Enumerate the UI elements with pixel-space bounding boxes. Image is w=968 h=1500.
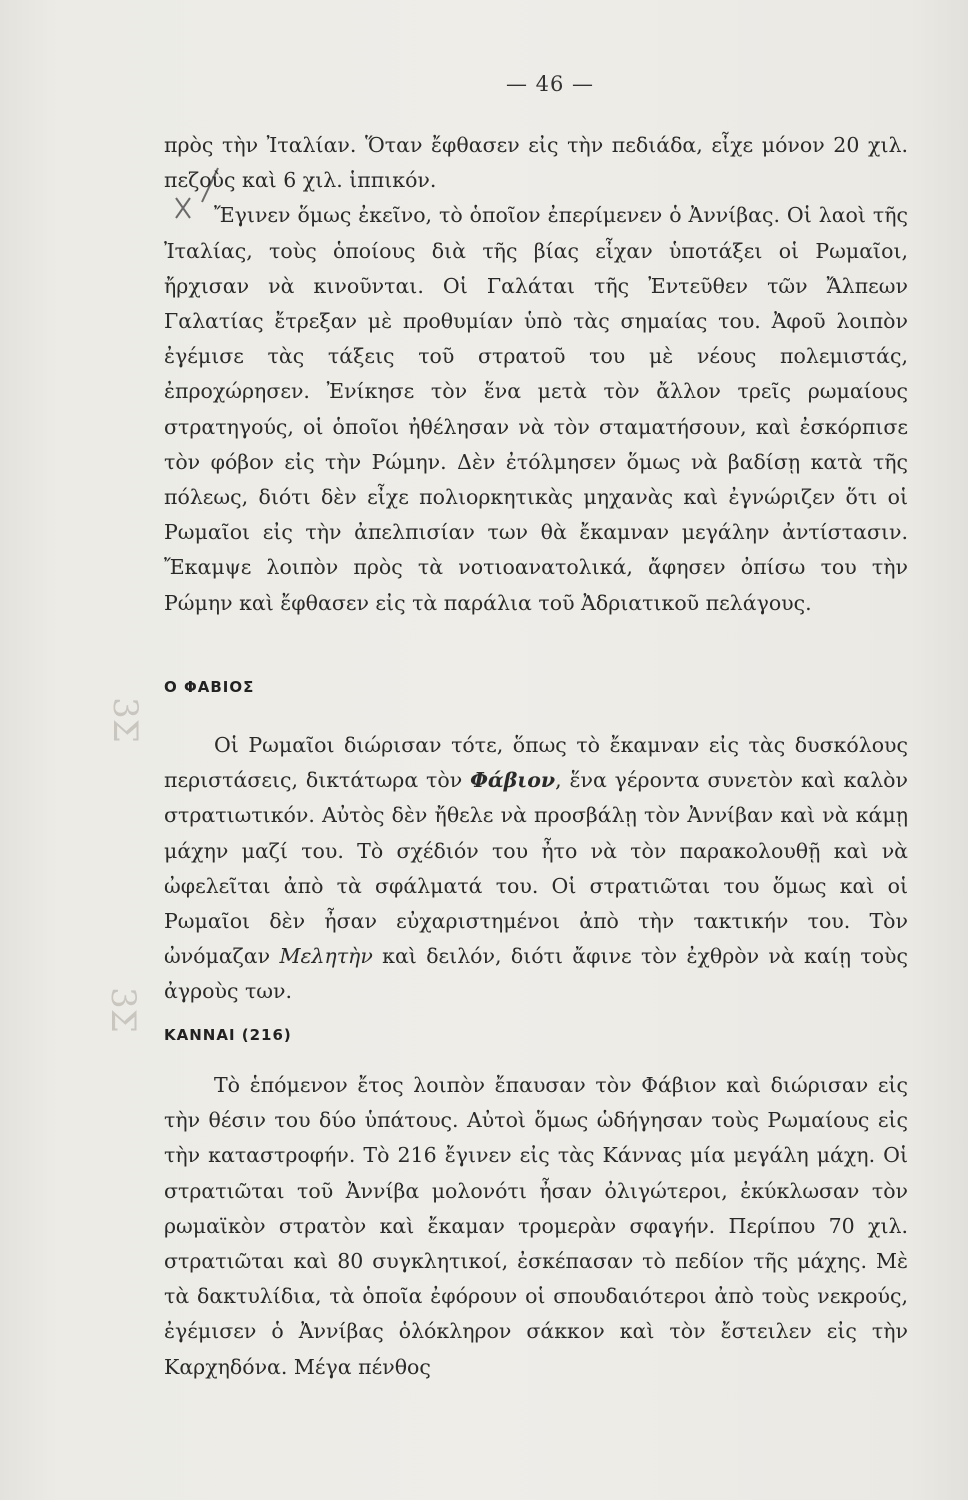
margin-pencil-note: 3Σ [104, 697, 145, 743]
intro-paragraph-1: πρὸς τὴν Ἰταλίαν. Ὅταν ἔφθασεν εἰς τὴν πεδιάδα, εἶχε μόνον 20 χιλ. πεζοὺς καὶ 6 χιλ. ἱππικόν. [164, 133, 908, 193]
fabios-text-c: καὶ δειλόν, διότι ἄφινε τὸν ἐχθρὸν νὰ καίῃ τοὺς ἀγροὺς των. [164, 944, 908, 1004]
kannai-paragraph: Τὸ ἑπόμενον ἔτος λοιπὸν ἔπαυσαν τὸν Φάβιον καὶ διώρισαν εἰς τὴν θέσιν του δύο ὑπάτους. Αὐτοὶ ὅμως ὡδήγησαν τοὺς Ρωμαίους εἰς τὴν καταστροφήν. Τὸ 216 ἔγινεν εἰς τὰς Κάννας μία μεγάλη μάχη. Οἱ στρατιῶται τοῦ Ἀννίβα μολονότι ἦσαν ὀλιγώτεροι, ἐκύκλωσαν τὸν ρωμαϊκὸν στρατὸν καὶ ἔκαμαν τρομερὰν σφαγήν. Περίπου 70 χιλ. στρατιῶται καὶ 80 συγκλητικοί, ἐσκέπασαν τὸ πεδίον τῆς μάχης. Μὲ τὰ δακτυλίδια, τὰ ὁποῖα ἐφόρουν οἱ σπουδαιότεροι ἀπὸ τοὺς νεκρούς, ἐγέμισεν ὁ Ἀννίβας ὁλόκληρον σάκκον καὶ τὸν ἔστειλεν εἰς τὴν Καρχηδόνα. Μέγα πένθος [164, 1073, 908, 1379]
intro-text-block [164, 128, 908, 621]
section-heading-kannai: ΚΑΝΝΑΙ (216) [164, 1026, 292, 1044]
fabios-name: Φάβιον [470, 768, 556, 793]
fabios-paragraph [164, 728, 908, 1010]
margin-pencil-note-2: 3Σ [102, 987, 143, 1033]
kannai-text-block [164, 1068, 908, 1385]
page-number: — 46 — [505, 72, 595, 96]
fabios-text-a: Οἱ Ρωμαῖοι διώρισαν τότε, ὅπως τὸ ἔκαμναν εἰς τὰς δυσκόλους περιστάσεις, δικτάτωρα τὸν [164, 733, 908, 793]
fabios-nickname: Μελητὴν [279, 944, 373, 969]
intro-paragraph-2: Ἔγινεν ὅμως ἐκεῖνο, τὸ ὁποῖον ἐπερίμενεν ὁ Ἀννίβας. Οἱ λαοὶ τῆς Ἰταλίας, τοὺς ὁποίους διὰ τῆς βίας εἶχαν ὑποτάξει οἱ Ρωμαῖοι, ἤρχισαν νὰ κινοῦνται. Οἱ Γαλάται τῆς Ἐντεῦθεν τῶν Ἄλπεων Γαλατίας ἔτρεξαν μὲ προθυμίαν ὑπὸ τὰς σημαίας του. Ἀφοῦ λοιπὸν ἐγέμισε τὰς τάξεις τοῦ στρατοῦ του μὲ νέους πολεμιστάς, ἐπροχώρησεν. Ἐνίκησε τὸν ἕνα μετὰ τὸν ἄλλον τρεῖς ρωμαίους στρατηγούς, οἱ ὁποῖοι ἠθέλησαν νὰ τὸν σταματήσουν, καὶ ἐσκόρπισε τὸν φόβον εἰς τὴν Ρώμην. Δὲν ἐτόλμησεν ὅμως νὰ βαδίσῃ κατὰ τῆς πόλεως, διότι δὲν εἶχε πολιορκητικὰς μηχανὰς καὶ ἐγνώριζεν ὅτι οἱ Ρωμαῖοι εἰς τὴν ἀπελπισίαν των θὰ ἔκαμναν μεγάλην ἀντίστασιν. Ἔκαμψε λοιπὸν πρὸς τὰ νοτιοανατολικά, ἄφησεν ὀπίσω του τὴν Ρώμην καὶ ἔφθασεν εἰς τὰ παράλια τοῦ Ἀδριατικοῦ πελάγους. [164, 203, 908, 615]
fabios-text-block [164, 728, 908, 1010]
section-heading-fabios: Ο ΦΑΒΙΟΣ [164, 678, 255, 696]
fabios-text-b: , ἕνα γέροντα συνετὸν καὶ καλὸν στρατιωτικόν. Αὐτὸς δὲν ἤθελε νὰ προσβάλῃ τὸν Ἀννίβαν καὶ νὰ κάμῃ μάχην μαζί του. Τὸ σχέδιόν του ἦτο νὰ τὸν παρακολουθῇ καὶ νὰ ὠφελεῖται ἀπὸ τὰ σφάλματά του. Οἱ στρατιῶται του ὅμως καὶ οἱ Ρωμαῖοι δὲν ἦσαν εὐχαριστημένοι ἀπὸ τὴν τακτικήν του. Τὸν ὠνόμαζαν [164, 768, 908, 969]
